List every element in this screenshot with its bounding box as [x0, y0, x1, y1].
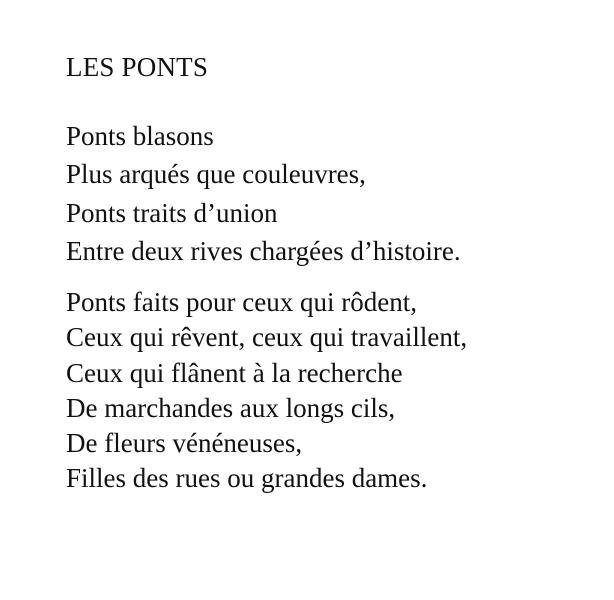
- poem-line: Ponts faits pour ceux qui rôdent,: [66, 287, 417, 317]
- poem-title: LES PONTS: [66, 52, 209, 82]
- poem-line: De fleurs vénéneuses,: [66, 428, 303, 459]
- poem-line: Ponts blasons: [66, 121, 214, 151]
- stanza-2: [66, 285, 467, 497]
- poem-line: Ponts traits d’union: [66, 197, 278, 228]
- poem-line: Ceux qui rêvent, ceux qui travaillent,: [66, 322, 468, 353]
- poem-line: De marchandes aux longs cils,: [66, 392, 396, 423]
- poem-line: Entre deux rives chargées d’histoire.: [66, 235, 461, 266]
- poem-line: Filles des rues ou grandes dames.: [66, 463, 428, 494]
- poem-line: Ceux qui flânent à la recherche: [66, 357, 403, 388]
- stanza-1: [66, 117, 461, 270]
- poem-line: Plus arqués que couleuvres,: [66, 159, 366, 190]
